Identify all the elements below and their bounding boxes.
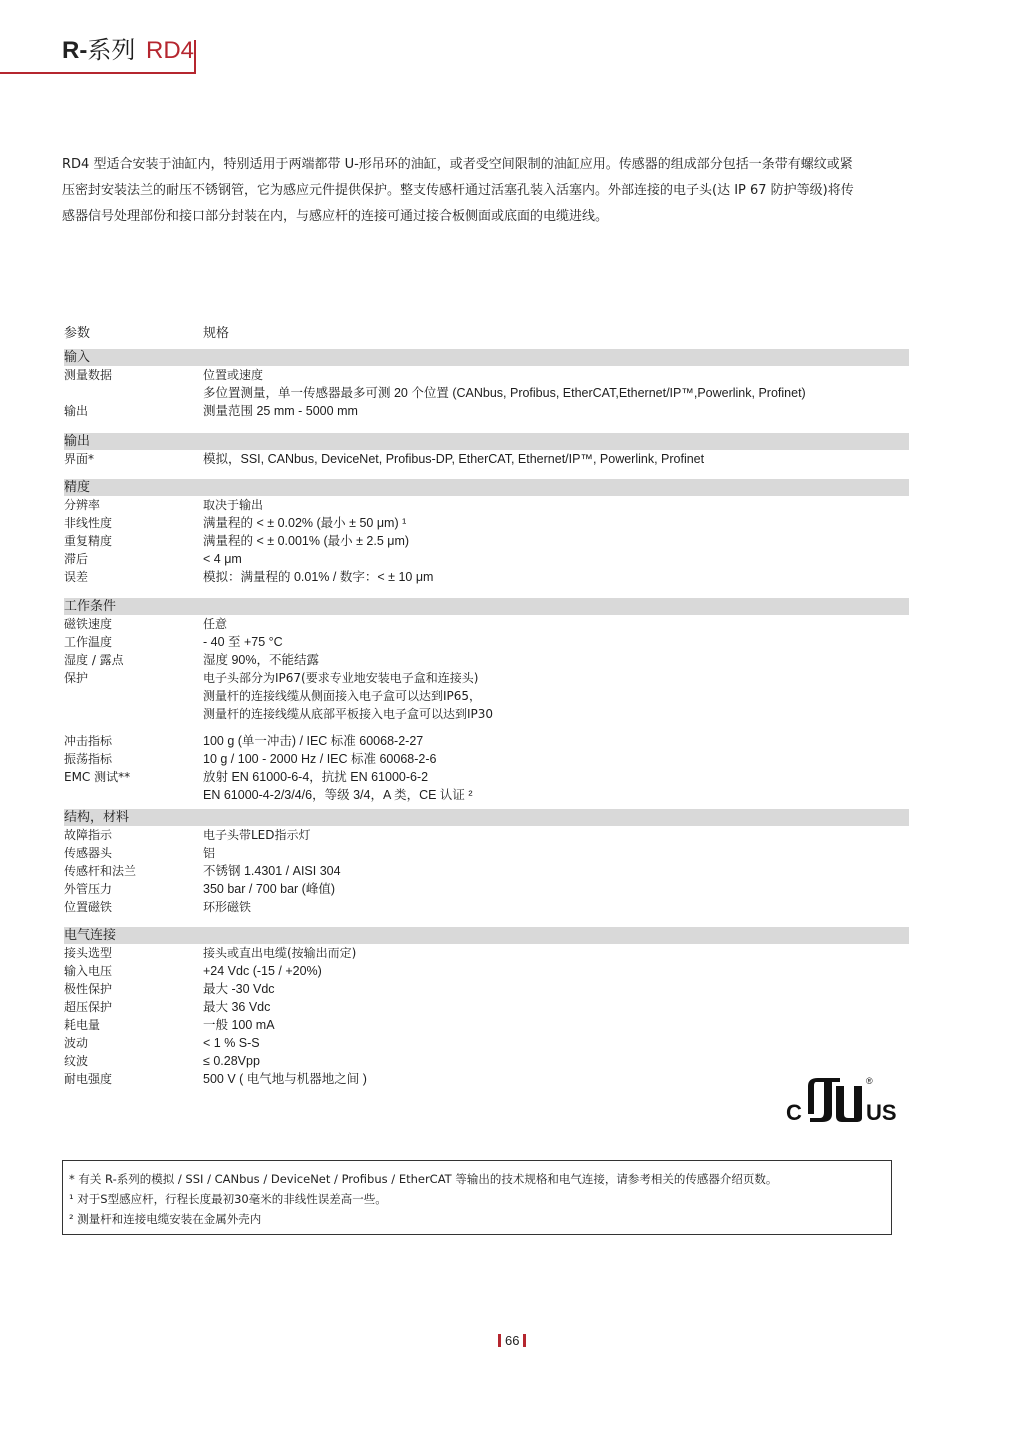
spec-row (64, 384, 909, 402)
spec-label: 磁铁速度 (64, 617, 113, 631)
spec-label: 耗电量 (64, 1018, 101, 1032)
spec-row (64, 550, 909, 568)
spec-row (64, 532, 909, 550)
spec-value: 350 bar / 700 bar (峰值) (203, 882, 336, 896)
param-column-header: 参数 (64, 326, 91, 341)
spec-value: +24 Vdc (-15 / +20%) (203, 964, 322, 978)
spec-value: 最大 36 Vdc (203, 1000, 271, 1014)
spec-label: 界面* (64, 452, 95, 466)
spec-row (64, 568, 909, 586)
page-header (0, 0, 200, 76)
spec-label: 故障指示 (64, 828, 113, 842)
spec-label: 振荡指标 (64, 752, 113, 766)
spec-value: 测量杆的连接线缆从底部平板接入电子盒可以达到IP30 (203, 707, 494, 721)
section-title: 精度 (64, 479, 909, 496)
spec-label: 纹波 (64, 1054, 89, 1068)
spec-value: 100 g (单一冲击) / IEC 标准 60068-2-27 (203, 734, 424, 748)
spec-label: 滞后 (64, 552, 89, 566)
spec-value: 湿度 90%，不能结露 (203, 653, 319, 667)
spec-row (64, 750, 909, 768)
footnote-2: ² 测量杆和连接电缆安装在金属外壳内 (69, 1212, 262, 1226)
spec-value: 10 g / 100 - 2000 Hz / IEC 标准 60068-2-6 (203, 752, 437, 766)
spec-value: 铝 (203, 846, 216, 860)
spec-value: EN 61000-4-2/3/4/6，等级 3/4，A 类，CE 认证 ² (203, 788, 473, 802)
spec-value: 接头或直出电缆(按输出而定) (203, 946, 357, 960)
spec-label: 工作温度 (64, 635, 113, 649)
spec-row (64, 898, 909, 916)
spec-row (64, 450, 909, 468)
spec-row (64, 669, 909, 687)
spec-label: 冲击指标 (64, 734, 113, 748)
culus-certification-logo (786, 1074, 910, 1124)
section-structure-materials (64, 809, 909, 916)
spec-label: 保护 (64, 671, 89, 685)
spec-row (64, 615, 909, 633)
spec-value: 500 V ( 电气地与机器地之间 ) (203, 1072, 367, 1086)
spec-value: < 1 % S-S (203, 1036, 260, 1050)
spec-label: 波动 (64, 1036, 89, 1050)
series-letter: R- (62, 37, 88, 64)
series-suffix: 系列 (87, 37, 136, 64)
spec-value: 最大 -30 Vdc (203, 982, 275, 996)
section-operating-conditions (64, 598, 909, 804)
spec-row (64, 944, 909, 962)
spec-value: 测量杆的连接线缆从侧面接入电子盒可以达到IP65， (203, 689, 482, 703)
spec-label: 分辨率 (64, 498, 101, 512)
spec-label: 外管压力 (64, 882, 113, 896)
spec-value: 模拟，SSI, CANbus, DeviceNet, Profibus-DP, EtherCAT, Ethernet/IP™, Powerlink, Profinet (203, 452, 705, 466)
section-electrical-connection (64, 927, 909, 1088)
spec-label: 非线性度 (64, 516, 113, 530)
spec-value: < 4 μm (203, 552, 242, 566)
spec-row (64, 402, 909, 420)
spec-value: 模拟：满量程的 0.01% / 数字：< ± 10 μm (203, 570, 434, 584)
spec-label: 输入电压 (64, 964, 113, 978)
section-output (64, 433, 909, 468)
series-title (62, 36, 194, 66)
spec-row (64, 514, 909, 532)
spec-label: 测量数据 (64, 368, 113, 382)
cert-left-letter: C (786, 1100, 802, 1124)
spec-row (64, 732, 909, 750)
section-accuracy (64, 479, 909, 586)
spec-row (64, 786, 909, 804)
page-number (494, 1333, 530, 1348)
spec-value: 任意 (203, 617, 228, 631)
spec-label: 接头选型 (64, 946, 113, 960)
spec-value: 多位置测量，单一传感器最多可测 20 个位置 (CANbus, Profibus, EtherCAT,Ethernet/IP™,Powerlink, Profinet) (203, 386, 806, 400)
cert-right-letters: US (866, 1100, 897, 1124)
spec-value: 电子头带LED指示灯 (203, 828, 311, 842)
footnote-1: ¹ 对于S型感应杆，行程长度最初30毫米的非线性误差高一些。 (69, 1192, 387, 1206)
spec-row (64, 496, 909, 514)
page-number-text: 66 (505, 1333, 520, 1348)
spec-row (64, 705, 909, 723)
spec-row (64, 844, 909, 862)
spec-row (64, 880, 909, 898)
spec-table-header (64, 322, 909, 342)
footnotes-box (62, 1160, 892, 1235)
spec-row (64, 862, 909, 880)
page-number-right-bar (523, 1334, 526, 1347)
section-title: 电气连接 (64, 927, 909, 944)
header-divider-horizontal (0, 72, 196, 74)
page-number-left-bar (498, 1334, 501, 1347)
section-input (64, 349, 909, 420)
spec-label: 误差 (64, 570, 89, 584)
spec-row (64, 1070, 909, 1088)
model-name: RD4 (146, 37, 195, 64)
spec-value: 取决于输出 (203, 498, 264, 512)
spec-value: 满量程的 < ± 0.001% (最小 ± 2.5 μm) (203, 534, 410, 548)
spec-row (64, 651, 909, 669)
spec-row (64, 980, 909, 998)
footnote-interface: * 有关 R-系列的模拟 / SSI / CANbus / DeviceNet / Profibus / EtherCAT 等输出的技术规格和电气连接，请参考相关的传感器介绍页数。 (69, 1172, 778, 1186)
spec-value: 满量程的 < ± 0.02% (最小 ± 50 μm) ¹ (203, 516, 407, 530)
spec-label: 耐电强度 (64, 1072, 113, 1086)
spec-row (64, 998, 909, 1016)
spec-value: ≤ 0.28Vpp (203, 1054, 260, 1068)
spec-row (64, 1016, 909, 1034)
spec-value: 放射 EN 61000-6-4，抗扰 EN 61000-6-2 (203, 770, 429, 784)
spec-value: 不锈钢 1.4301 / AISI 304 (203, 864, 341, 878)
spec-label: 输出 (64, 404, 89, 418)
header-divider-vertical (194, 40, 196, 74)
spec-row (64, 1052, 909, 1070)
spec-label: 传感器头 (64, 846, 113, 860)
spec-value: 电子头部分为IP67(要求专业地安装电子盒和连接头) (203, 671, 479, 685)
spec-column-header: 规格 (203, 326, 230, 341)
spec-label: 极性保护 (64, 982, 113, 996)
spec-label: 超压保护 (64, 1000, 113, 1014)
spec-value: - 40 至 +75 °C (203, 635, 283, 649)
spec-row (64, 768, 909, 786)
spec-row (64, 826, 909, 844)
spec-value: 测量范围 25 mm - 5000 mm (203, 404, 358, 418)
spec-row (64, 366, 909, 384)
spec-label: 传感杆和法兰 (64, 864, 137, 878)
registered-mark: ® (866, 1076, 873, 1086)
spec-value: 一般 100 mA (203, 1018, 275, 1032)
spec-row (64, 962, 909, 980)
spec-value: 位置或速度 (203, 368, 264, 382)
spec-label: 位置磁铁 (64, 900, 113, 914)
section-title: 输出 (64, 433, 909, 450)
intro-paragraph: RD4 型适合安装于油缸内，特别适用于两端都带 U-形吊环的油缸，或者受空间限制的油缸应用。传感器的组成部分包括一条带有螺纹或紧压密封安装法兰的耐压不锈钢管，它为感应元件提供保护。整支传感杆通过活塞孔装入活塞内。外部连接的电子头(达 IP 67 防护等级)将传感器信号处理部份和接口部分封装在内，与感应杆的连接可通过接合板侧面或底面的电缆进线。 (62, 157, 854, 224)
spec-row (64, 1034, 909, 1052)
spec-label: 湿度 / 露点 (64, 653, 124, 667)
ul-symbol (808, 1078, 862, 1122)
spec-row (64, 633, 909, 651)
spec-label: EMC 测试** (64, 770, 131, 784)
section-title: 输入 (64, 349, 909, 366)
spec-value: 环形磁铁 (203, 900, 252, 914)
section-title: 结构，材料 (64, 809, 909, 826)
spec-row (64, 687, 909, 705)
section-title: 工作条件 (64, 598, 909, 615)
spec-label: 重复精度 (64, 534, 113, 548)
